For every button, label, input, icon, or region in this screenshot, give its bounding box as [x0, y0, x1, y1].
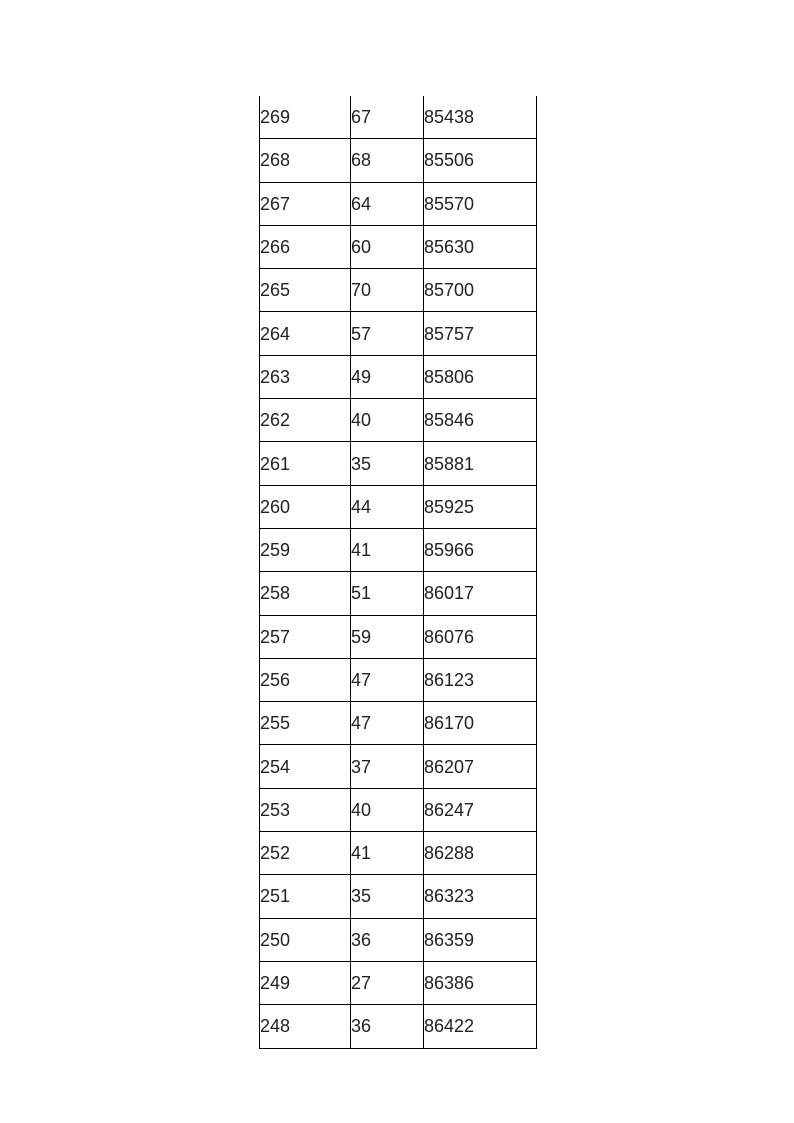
table-cell-cumulative: 86422 [424, 1005, 537, 1048]
table-cell-cumulative: 86323 [424, 875, 537, 918]
table-cell-count: 51 [351, 572, 424, 615]
table-row [260, 615, 537, 658]
table-cell-cumulative: 85966 [424, 528, 537, 571]
table-cell-score: 261 [260, 442, 351, 485]
table-cell-count: 35 [351, 875, 424, 918]
table-cell-count: 44 [351, 485, 424, 528]
table-cell-cumulative: 86076 [424, 615, 537, 658]
table-cell-count: 64 [351, 182, 424, 225]
table-row [260, 528, 537, 571]
table-row [260, 269, 537, 312]
table-cell-score: 265 [260, 269, 351, 312]
table-cell-cumulative: 86017 [424, 572, 537, 615]
table-cell-count: 47 [351, 658, 424, 701]
table-row [260, 832, 537, 875]
table-row [260, 399, 537, 442]
table-cell-count: 40 [351, 788, 424, 831]
table-row [260, 875, 537, 918]
table-row [260, 702, 537, 745]
table-cell-score: 263 [260, 355, 351, 398]
table-cell-score: 257 [260, 615, 351, 658]
table-cell-score: 253 [260, 788, 351, 831]
table-cell-score: 259 [260, 528, 351, 571]
table-row [260, 96, 537, 139]
table-cell-count: 70 [351, 269, 424, 312]
table-cell-cumulative: 86207 [424, 745, 537, 788]
table-cell-count: 60 [351, 225, 424, 268]
table-row [260, 918, 537, 961]
data-table [259, 96, 537, 1049]
table-cell-cumulative: 85630 [424, 225, 537, 268]
table-cell-count: 68 [351, 139, 424, 182]
table-cell-count: 36 [351, 1005, 424, 1048]
table-cell-count: 41 [351, 832, 424, 875]
table-cell-cumulative: 85846 [424, 399, 537, 442]
table-cell-cumulative: 85925 [424, 485, 537, 528]
table-cell-cumulative: 86170 [424, 702, 537, 745]
table-body [260, 96, 537, 1048]
table-row [260, 355, 537, 398]
table-cell-cumulative: 85506 [424, 139, 537, 182]
table-row [260, 312, 537, 355]
table-cell-score: 252 [260, 832, 351, 875]
table-row [260, 658, 537, 701]
table-row [260, 572, 537, 615]
table-cell-score: 267 [260, 182, 351, 225]
table-cell-count: 67 [351, 96, 424, 139]
table-row [260, 788, 537, 831]
table-cell-count: 57 [351, 312, 424, 355]
table-cell-score: 258 [260, 572, 351, 615]
table-row [260, 961, 537, 1004]
table-cell-cumulative: 85700 [424, 269, 537, 312]
table-cell-cumulative: 86359 [424, 918, 537, 961]
table-cell-score: 249 [260, 961, 351, 1004]
table-cell-score: 248 [260, 1005, 351, 1048]
table-cell-cumulative: 86123 [424, 658, 537, 701]
table-cell-count: 35 [351, 442, 424, 485]
table-row [260, 139, 537, 182]
table-row [260, 1005, 537, 1048]
table-cell-cumulative: 86247 [424, 788, 537, 831]
table-cell-score: 250 [260, 918, 351, 961]
table-cell-cumulative: 85757 [424, 312, 537, 355]
table-cell-cumulative: 85438 [424, 96, 537, 139]
table-cell-count: 59 [351, 615, 424, 658]
table-cell-score: 264 [260, 312, 351, 355]
table-row [260, 442, 537, 485]
table-cell-cumulative: 85570 [424, 182, 537, 225]
table-cell-count: 41 [351, 528, 424, 571]
table-cell-cumulative: 85881 [424, 442, 537, 485]
table-cell-count: 49 [351, 355, 424, 398]
table-cell-count: 40 [351, 399, 424, 442]
table-cell-score: 262 [260, 399, 351, 442]
table-cell-score: 260 [260, 485, 351, 528]
table-row [260, 182, 537, 225]
table-cell-score: 266 [260, 225, 351, 268]
table-cell-score: 254 [260, 745, 351, 788]
table-cell-score: 256 [260, 658, 351, 701]
table-cell-count: 47 [351, 702, 424, 745]
table-cell-cumulative: 86288 [424, 832, 537, 875]
table-row [260, 225, 537, 268]
table-cell-count: 37 [351, 745, 424, 788]
table-cell-count: 36 [351, 918, 424, 961]
table-cell-score: 255 [260, 702, 351, 745]
table-cell-count: 27 [351, 961, 424, 1004]
table-cell-cumulative: 86386 [424, 961, 537, 1004]
table-cell-score: 251 [260, 875, 351, 918]
table-cell-score: 268 [260, 139, 351, 182]
table-row [260, 485, 537, 528]
table-cell-cumulative: 85806 [424, 355, 537, 398]
table-row [260, 745, 537, 788]
table-cell-score: 269 [260, 96, 351, 139]
